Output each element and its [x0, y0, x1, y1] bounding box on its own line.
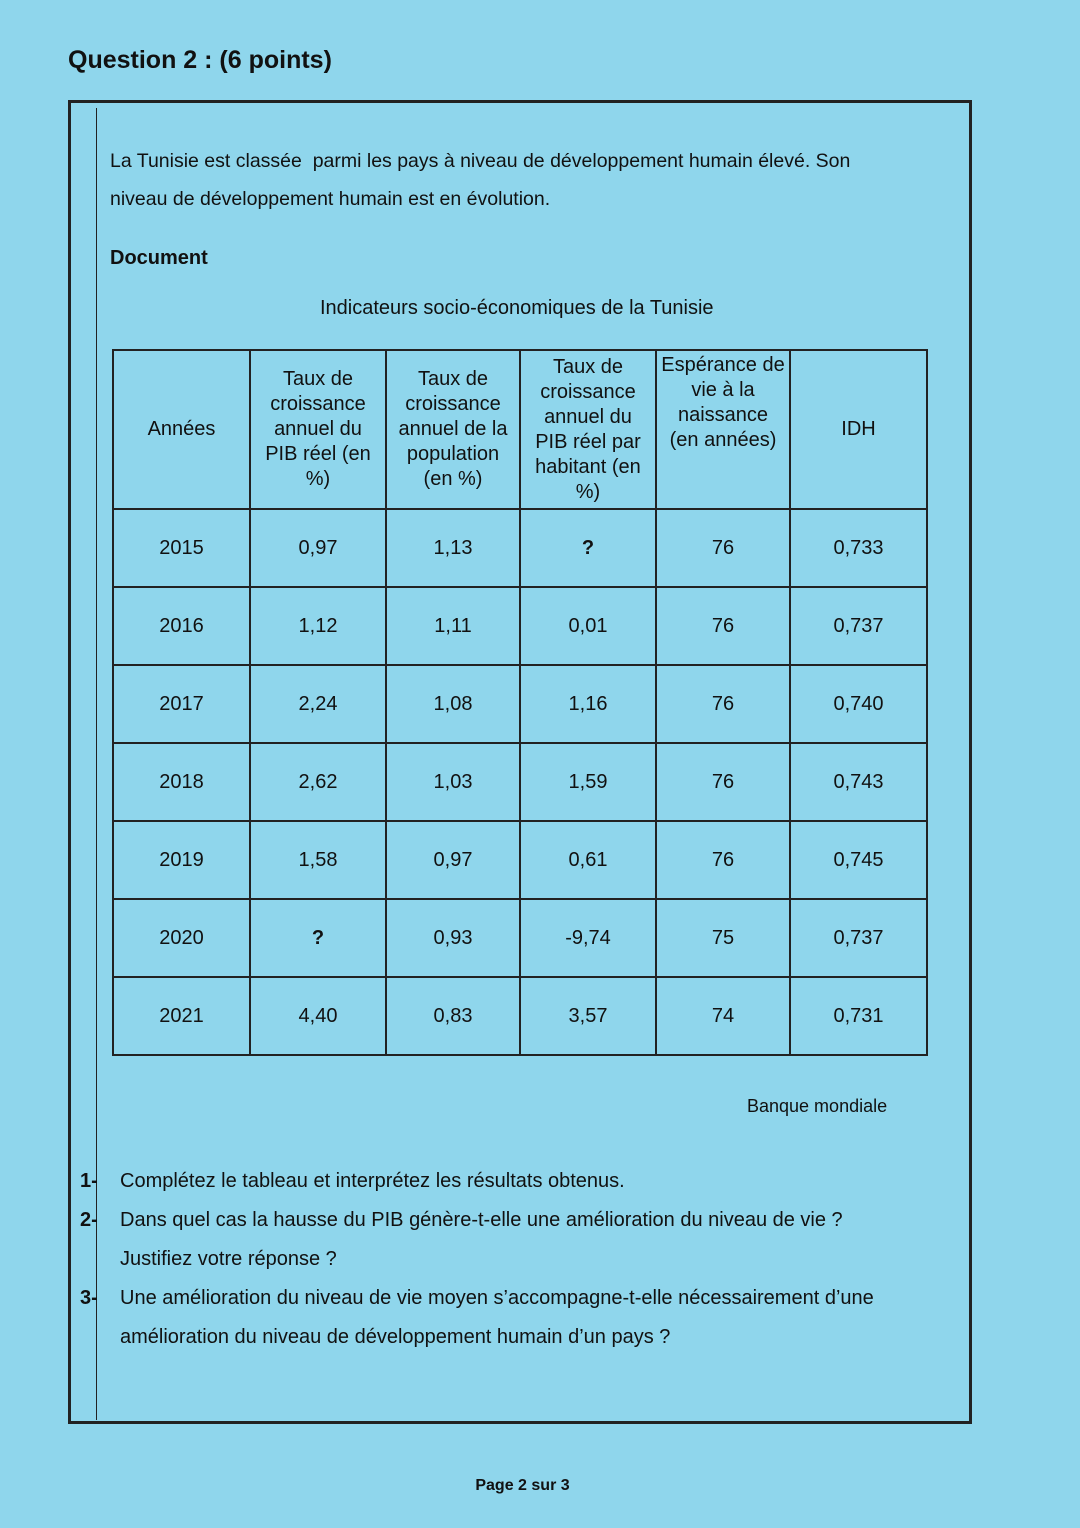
table-row	[113, 587, 927, 665]
question-item	[80, 1279, 950, 1357]
life-expectancy-cell: 76	[656, 743, 790, 821]
table-header-row	[113, 350, 927, 509]
table-row	[113, 743, 927, 821]
header-life-expectancy-text: Espérance de vie à la naissance (en années)	[661, 354, 785, 451]
header-gdp-per-capita-growth-text: Taux de croissance annuel du PIB réel par habitant (en %)	[535, 355, 641, 503]
population-growth-cell: 1,11	[386, 587, 520, 665]
question-text	[120, 1162, 950, 1201]
gdp-growth-cell: 0,97	[250, 509, 386, 587]
questions-list	[80, 1162, 950, 1357]
header-population-growth-text: Taux de croissance annuel de la population (en %)	[398, 368, 508, 490]
year-cell: 2020	[113, 899, 250, 977]
hdi-cell: 0,737	[790, 587, 927, 665]
gdp-per-capita-cell: -9,74	[520, 899, 656, 977]
hdi-cell: 0,745	[790, 821, 927, 899]
life-expectancy-cell: 76	[656, 821, 790, 899]
gdp-per-capita-cell: 0,01	[520, 587, 656, 665]
gdp-growth-cell: 2,24	[250, 665, 386, 743]
document-label: Document	[110, 247, 208, 269]
question-line: Dans quel cas la hausse du PIB génère-t-elle une amélioration du niveau de vie ?	[120, 1209, 843, 1231]
gdp-growth-cell: 2,62	[250, 743, 386, 821]
year-cell: 2015	[113, 509, 250, 587]
table-row	[113, 509, 927, 587]
table-source: Banque mondiale	[747, 1096, 888, 1116]
header-gdp-growth	[250, 350, 386, 509]
population-growth-cell: 0,97	[386, 821, 520, 899]
life-expectancy-cell: 76	[656, 665, 790, 743]
table-row	[113, 665, 927, 743]
hdi-cell: 0,731	[790, 977, 927, 1055]
hdi-cell: 0,743	[790, 743, 927, 821]
question-number: 2-	[80, 1209, 98, 1231]
population-growth-cell: 1,13	[386, 509, 520, 587]
year-cell: 2018	[113, 743, 250, 821]
header-life-expectancy	[656, 350, 790, 509]
hdi-cell: 0,740	[790, 665, 927, 743]
population-growth-cell: 1,03	[386, 743, 520, 821]
header-hdi: IDH	[790, 350, 927, 509]
year-cell: 2017	[113, 665, 250, 743]
gdp-per-capita-cell: 0,61	[520, 821, 656, 899]
intro-line-2: niveau de développement humain est en évolution.	[110, 188, 551, 210]
question-text	[120, 1201, 950, 1279]
header-gdp-growth-text: Taux de croissance annuel du PIB réel (en %)	[265, 368, 371, 490]
question-line: amélioration du niveau de développement humain d’un pays ?	[120, 1326, 671, 1348]
question-item	[80, 1162, 950, 1201]
question-number: 1-	[80, 1170, 98, 1192]
question-number: 3-	[80, 1287, 98, 1309]
intro-line-1: La Tunisie est classée parmi les pays à niveau de développement humain élevé. Son	[110, 150, 851, 172]
gdp-per-capita-cell: 1,59	[520, 743, 656, 821]
table-body	[113, 509, 927, 1055]
gdp-growth-cell: 4,40	[250, 977, 386, 1055]
year-cell: 2016	[113, 587, 250, 665]
table-row	[113, 899, 927, 977]
gdp-growth-cell: 1,58	[250, 821, 386, 899]
header-years: Années	[113, 350, 250, 509]
question-text	[120, 1279, 950, 1357]
header-population-growth	[386, 350, 520, 509]
question-title: Question 2 : (6 points)	[68, 46, 332, 74]
gdp-growth-cell: ?	[250, 899, 386, 977]
year-cell: 2019	[113, 821, 250, 899]
question-item	[80, 1201, 950, 1279]
page-number: Page 2 sur 3	[475, 1477, 570, 1494]
gdp-growth-cell: 1,12	[250, 587, 386, 665]
population-growth-cell: 1,08	[386, 665, 520, 743]
table-row	[113, 977, 927, 1055]
life-expectancy-cell: 74	[656, 977, 790, 1055]
gdp-per-capita-cell: 1,16	[520, 665, 656, 743]
intro-paragraph	[110, 142, 950, 218]
life-expectancy-cell: 76	[656, 587, 790, 665]
population-growth-cell: 0,83	[386, 977, 520, 1055]
table-row	[113, 821, 927, 899]
table-caption: Indicateurs socio-économiques de la Tunisie	[320, 297, 714, 319]
gdp-per-capita-cell: 3,57	[520, 977, 656, 1055]
header-gdp-per-capita-growth	[520, 350, 656, 509]
hdi-cell: 0,733	[790, 509, 927, 587]
question-line: Complétez le tableau et interprétez les résultats obtenus.	[120, 1170, 625, 1192]
year-cell: 2021	[113, 977, 250, 1055]
question-line: Une amélioration du niveau de vie moyen s’accompagne-t-elle nécessairement d’une	[120, 1287, 874, 1309]
population-growth-cell: 0,93	[386, 899, 520, 977]
hdi-cell: 0,737	[790, 899, 927, 977]
life-expectancy-cell: 76	[656, 509, 790, 587]
gdp-per-capita-cell: ?	[520, 509, 656, 587]
life-expectancy-cell: 75	[656, 899, 790, 977]
question-line: Justifiez votre réponse ?	[120, 1248, 337, 1270]
indicators-table	[112, 349, 928, 1056]
